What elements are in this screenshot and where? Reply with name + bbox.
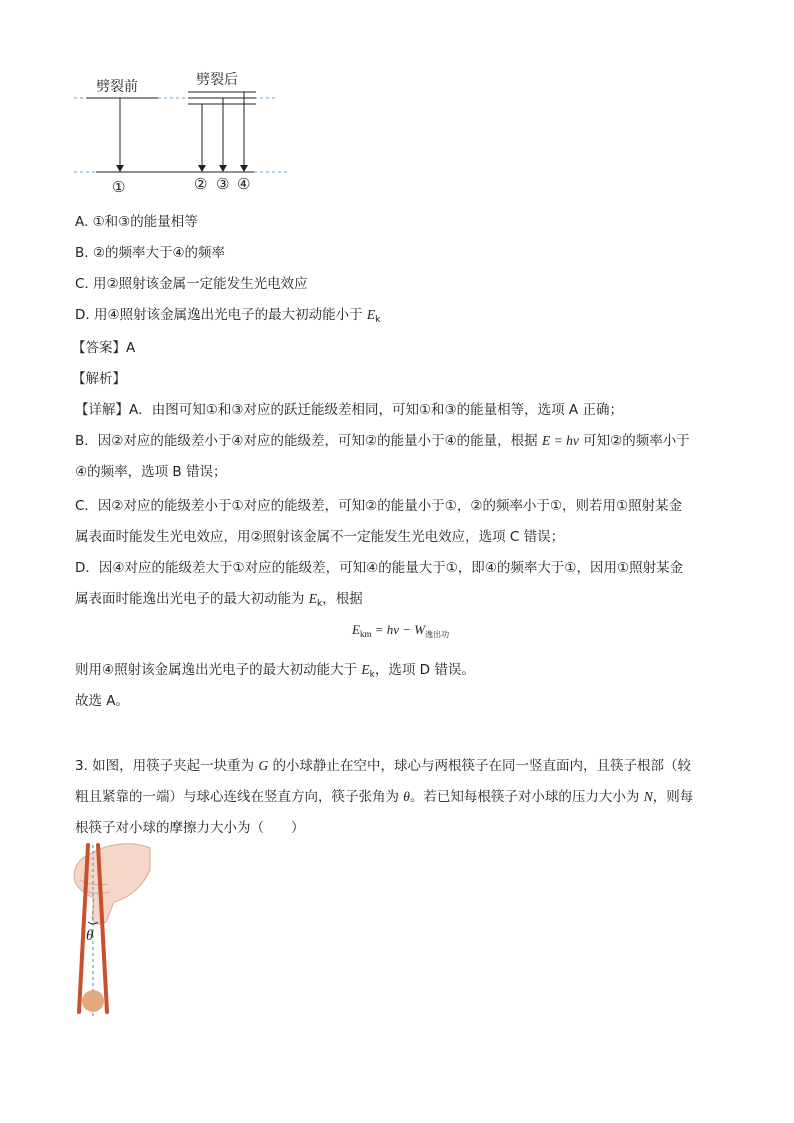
option-c: C. 用②照射该金属一定能发生光电效应: [75, 276, 308, 292]
transition-label-4: ④: [237, 175, 251, 193]
analysis-line-7: [75, 589, 363, 614]
q3-l2-post: ，则每: [652, 789, 694, 805]
q3-l2-pre: 粗且紧靠的一端）与球心连线在竖直方向，筷子张角为: [75, 789, 404, 805]
answer-value: A: [126, 340, 136, 356]
transition-label-2: ②: [194, 175, 208, 193]
analysis-line-3: ④的频率，选项 B 错误；: [75, 464, 227, 480]
option-a: A. ①和③的能量相等: [75, 214, 198, 230]
q3-weight-symbol: G: [258, 758, 269, 773]
transition-label-3: ③: [216, 175, 230, 193]
q3-l1-post: 的小球静止在空中，球心与两根筷子在同一竖直面内，且筷子根部（较: [268, 758, 692, 774]
answer-tag: 【答案】: [72, 340, 126, 356]
analysis-line-2: [75, 431, 690, 451]
label-after-splitting: 劈裂后: [196, 72, 238, 88]
option-d-subscript: k: [375, 315, 381, 325]
question-3-line-3: 根筷子对小球的摩擦力大小为（ ）: [75, 820, 305, 836]
q3-angle-symbol: θ: [403, 789, 410, 804]
analysis-line-5: 属表面时能发生光电效应，用②照射该金属不一定能发生光电效应，选项 C 错误；: [75, 529, 565, 545]
ek-symbol-2: E: [361, 662, 370, 677]
analysis-line-8-post: ，选项 D 错误。: [374, 662, 475, 678]
option-d: [75, 305, 380, 330]
transition-label-1: ①: [112, 178, 126, 196]
analysis-line-7-pre: 属表面时能逸出光电子的最大初动能为: [75, 591, 309, 607]
analysis-tag: 【解析】: [72, 371, 126, 387]
energy-level-diagram: [60, 64, 300, 204]
analysis-line-6: D．因④对应的能级差大于①对应的能级差，可知④的能量大于①，即④的频率大于①，因用①照射某金: [75, 560, 684, 576]
label-before-splitting: 劈裂前: [96, 79, 138, 95]
transition-arrow-2: [198, 104, 206, 172]
transition-arrow-1: [116, 98, 124, 172]
ek-subscript: k: [317, 599, 323, 609]
work-function-subscript: 逸出功: [425, 630, 450, 639]
transition-arrow-3: [219, 98, 227, 172]
small-ball: [82, 990, 104, 1012]
analysis-line-7-post: ，根据: [322, 591, 363, 607]
analysis-line-2-post: 可知②的频率小于: [578, 433, 690, 449]
formula-e-h-nu: E = hν: [541, 433, 579, 448]
chopsticks-figure: [62, 840, 172, 1020]
option-d-symbol: E: [366, 307, 376, 322]
analysis-line-8-pre: 则用④照射该金属逸出光电子的最大初动能大于: [75, 662, 362, 678]
option-b: B. ②的频率大于④的频率: [75, 245, 226, 261]
analysis-line-8: [75, 660, 475, 685]
photoelectric-equation: [352, 622, 449, 640]
q3-l1-pre: 3. 如图，用筷子夹起一块重为: [75, 758, 259, 774]
question-3-line-1: [75, 756, 691, 776]
analysis-line-2-pre: B．因②对应的能级差小于④对应的能级差，可知②的能量小于④的能量，根据: [75, 433, 542, 449]
option-d-text: D. 用④照射该金属逸出光电子的最大初动能小于: [75, 307, 367, 323]
question-3-line-2: [75, 787, 693, 807]
analysis-conclusion: 故选 A。: [75, 693, 130, 709]
answer-line: [72, 338, 135, 358]
ekm-subscript: km: [359, 629, 372, 639]
angle-label: θ: [86, 928, 94, 944]
analysis-line-4: C．因②对应的能级差小于①对应的能级差，可知②的能量小于①，②的频率小于①，则若用①照射某金: [75, 498, 683, 514]
analysis-line-1: 【详解】A．由图可知①和③对应的跃迁能级差相同，可知①和③的能量相等，选项 A 正确；: [75, 402, 623, 418]
q3-l2-mid: 。若已知每根筷子对小球的压力大小为: [409, 789, 644, 805]
ek-symbol: E: [308, 591, 318, 606]
ekm-symbol: E: [352, 622, 360, 637]
q3-force-symbol: N: [643, 789, 653, 804]
ek-subscript-2: k: [369, 670, 375, 680]
equation-body: = hν − W: [371, 622, 426, 637]
